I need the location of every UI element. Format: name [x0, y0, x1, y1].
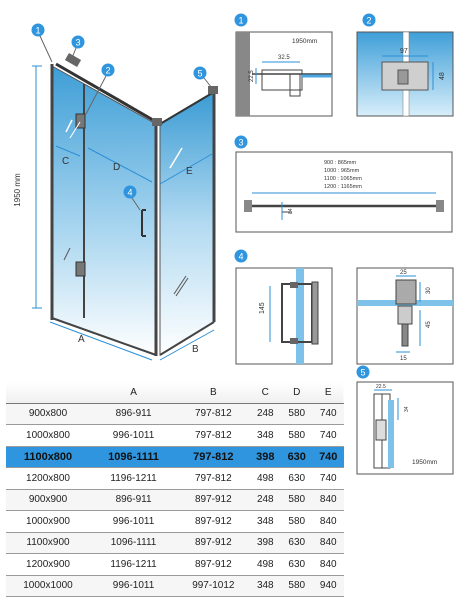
- cell-d: 630: [288, 472, 306, 484]
- cell-size: 1000x900: [26, 515, 70, 527]
- cell-b: 897-912: [194, 515, 232, 527]
- dim-b-label: B: [192, 344, 199, 355]
- cell-b: 797-812: [194, 429, 232, 441]
- cell-a: 996-1011: [112, 515, 155, 527]
- main-enclosure: [13, 24, 218, 361]
- callout-1: [32, 24, 53, 63]
- cell-d: 580: [288, 429, 306, 441]
- cell-d: 630: [288, 537, 306, 549]
- svg-text:1: 1: [238, 15, 244, 26]
- header-e: E: [312, 382, 344, 403]
- cell-a: 1196-1211: [110, 472, 157, 484]
- svg-text:15: 15: [400, 356, 407, 362]
- cell-e: 840: [319, 537, 337, 549]
- cell-size: 1000x1000: [23, 580, 73, 592]
- svg-text:900 : 865mm: 900 : 865mm: [324, 160, 357, 166]
- svg-text:5: 5: [360, 367, 366, 378]
- svg-text:1950mm: 1950mm: [292, 38, 318, 45]
- table-row: [6, 468, 344, 490]
- cell-b: 897-912: [194, 494, 232, 506]
- svg-text:5: 5: [197, 68, 203, 79]
- header-c: C: [250, 382, 281, 403]
- cell-b: 797-812: [194, 472, 232, 484]
- table-row: [6, 511, 344, 533]
- svg-text:2: 2: [366, 15, 372, 26]
- cell-e: 740: [319, 408, 337, 420]
- side-glass-panel: [160, 92, 214, 355]
- detail-5: [357, 366, 454, 475]
- cell-a: 1196-1211: [110, 558, 157, 570]
- detail-1: [235, 14, 333, 117]
- main-height-label: 1950 mm: [13, 173, 22, 207]
- detail-3: [235, 136, 453, 233]
- svg-text:1950mm: 1950mm: [412, 459, 438, 466]
- cell-size: 1100x800: [23, 450, 73, 463]
- cell-e: 840: [319, 515, 337, 527]
- cell-d: 580: [288, 515, 306, 527]
- table-row-highlighted: [6, 446, 344, 468]
- cell-c: 248: [256, 494, 274, 506]
- svg-text:3: 3: [75, 37, 81, 48]
- cell-b: 897-912: [194, 537, 232, 549]
- svg-text:45: 45: [426, 321, 432, 328]
- cell-d: 580: [288, 580, 306, 592]
- cell-size: 900x800: [28, 408, 68, 420]
- detail-4-handle: [235, 250, 333, 365]
- cell-c: 498: [256, 472, 274, 484]
- dim-e-label: E: [186, 166, 193, 177]
- cell-e: 740: [319, 429, 337, 441]
- cell-c: 398: [256, 537, 274, 549]
- header-a: A: [90, 382, 177, 403]
- cell-e: 840: [319, 558, 337, 570]
- cell-e: 740: [319, 472, 337, 484]
- svg-text:97: 97: [400, 48, 408, 55]
- cell-a: 1096-1111: [110, 537, 157, 549]
- cell-e: 740: [319, 450, 338, 463]
- table-row: [6, 554, 344, 576]
- svg-text:1000 : 965mm: 1000 : 965mm: [324, 168, 360, 174]
- svg-text:4: 4: [127, 187, 133, 198]
- table-row: [6, 489, 344, 511]
- svg-text:1100 : 1065mm: 1100 : 1065mm: [324, 176, 362, 182]
- cell-c: 348: [256, 429, 274, 441]
- header-d: D: [281, 382, 312, 403]
- cell-size: 1200x900: [26, 558, 70, 570]
- cell-c: 348: [256, 580, 274, 592]
- cell-b: 797-812: [193, 450, 234, 463]
- svg-text:84: 84: [288, 208, 294, 214]
- svg-text:48: 48: [439, 72, 446, 80]
- front-glass-panel: [52, 66, 156, 355]
- header-b: B: [177, 382, 249, 403]
- svg-text:3: 3: [238, 137, 244, 148]
- cell-b: 797-812: [194, 408, 232, 420]
- cell-size: 1200x800: [26, 472, 70, 484]
- cell-a: 896-911: [115, 494, 152, 506]
- detail-4-hinge: [357, 268, 453, 364]
- cell-a: 996-1011: [112, 429, 155, 441]
- cell-a: 896-911: [115, 408, 152, 420]
- dim-a-label: A: [78, 334, 85, 345]
- cell-d: 580: [288, 494, 306, 506]
- cell-c: 348: [256, 515, 274, 527]
- svg-text:145: 145: [259, 302, 266, 314]
- header-size: [6, 382, 90, 403]
- cell-d: 630: [287, 450, 306, 463]
- hinge-icon: [76, 262, 85, 276]
- cell-a: 1096-1111: [108, 450, 159, 463]
- dim-c-label: C: [62, 156, 70, 167]
- table-row: [6, 425, 344, 447]
- cell-size: 1100x900: [26, 537, 70, 549]
- dim-d-label: D: [113, 162, 121, 173]
- svg-text:34: 34: [404, 406, 410, 412]
- cell-size: 1000x800: [26, 429, 70, 441]
- svg-text:22.5: 22.5: [249, 70, 255, 82]
- table-row: [6, 575, 344, 597]
- svg-text:32.5: 32.5: [278, 55, 290, 61]
- cell-b: 997-1012: [192, 580, 235, 592]
- svg-text:1200 : 1165mm: 1200 : 1165mm: [324, 184, 362, 190]
- cell-c: 398: [256, 450, 275, 463]
- cell-c: 498: [256, 558, 274, 570]
- svg-text:25: 25: [400, 270, 407, 276]
- table-row: [6, 532, 344, 554]
- size-table: [6, 382, 344, 597]
- cell-e: 940: [319, 580, 337, 592]
- svg-text:2: 2: [105, 65, 111, 76]
- table-header-row: [6, 382, 344, 403]
- svg-text:4: 4: [238, 251, 244, 262]
- callout-5: [194, 67, 213, 89]
- cell-b: 897-912: [194, 558, 232, 570]
- callout-3: [72, 36, 85, 59]
- svg-text:22.5: 22.5: [376, 384, 386, 390]
- cell-d: 630: [288, 558, 306, 570]
- cell-size: 900x900: [28, 494, 68, 506]
- table-row: [6, 403, 344, 425]
- cell-e: 840: [319, 494, 337, 506]
- cell-c: 248: [256, 408, 274, 420]
- detail-2: [357, 14, 453, 117]
- svg-text:30: 30: [426, 287, 432, 294]
- cell-a: 996-1011: [112, 580, 155, 592]
- svg-text:1: 1: [35, 25, 41, 36]
- cell-d: 580: [288, 408, 306, 420]
